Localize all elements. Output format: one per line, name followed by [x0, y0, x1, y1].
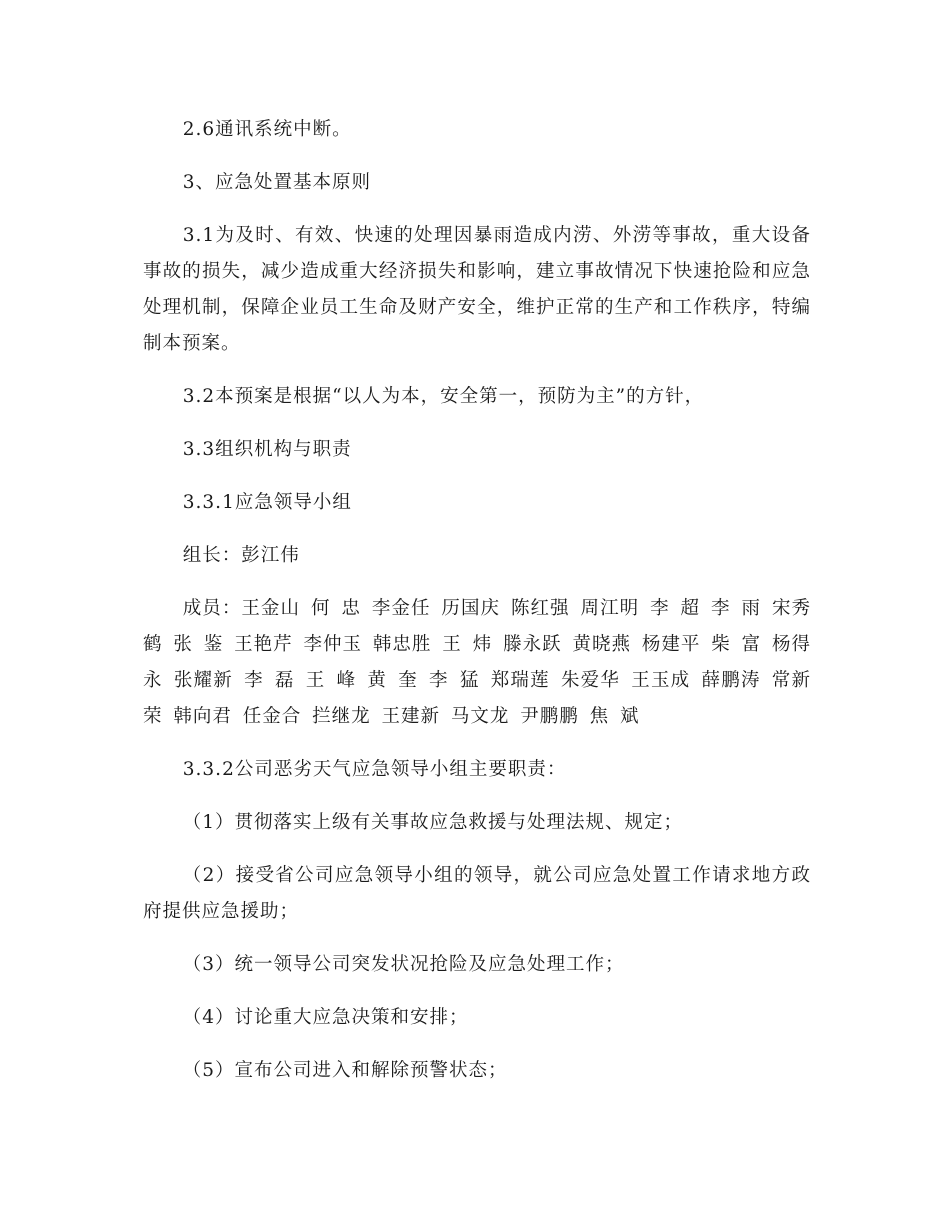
heading-3-3-organization: 3.3组织机构与职责: [182, 439, 352, 460]
paragraph-3-1: 3.1为及时、有效、快速的处理因暴雨造成内涝、外涝等事故，重大设备事故的损失，减少造成重大经济损失和影响，建立事故情况下快速抢险和应急处理机制，保障企业员工生命及财产安全，维护正常的生产和工作秩序，特编制本预案。: [143, 225, 811, 354]
document-body: [143, 112, 811, 1106]
paragraph-3-2: 3.2本预案是根据“以人为本，安全第一，预防为主”的方针，: [182, 386, 705, 407]
duty-item-3: （3）统一领导公司突发状况抢险及应急处理工作；: [182, 954, 625, 975]
duty-item-2: （2）接受省公司应急领导小组的领导，就公司应急处置工作请求地方政府提供应急援助；: [143, 865, 811, 922]
heading-3-3-1-leadership-group: 3.3.1应急领导小组: [182, 492, 352, 513]
group-leader-line: 组长：彭江伟: [182, 545, 300, 566]
duty-item-5: （5）宣布公司进入和解除预警状态；: [182, 1060, 508, 1081]
heading-3-3-2-duties: 3.3.2公司恶劣天气应急领导小组主要职责：: [182, 759, 567, 780]
paragraph-2-6: 2.6通讯系统中断。: [182, 119, 352, 140]
duty-item-1: （1）贯彻落实上级有关事故应急救援与处理法规、规定；: [182, 812, 684, 833]
group-members-list: 成员：王金山 何 忠 李金任 历国庆 陈红强 周江明 李 超 李 雨 宋秀鹤 张 鉴 王艳芹 李仲玉 韩忠胜 王 炜 滕永跃 黄晓燕 杨建平 柴 富 杨得永 张耀新 李 磊 王 峰 黄 奎 李 猛 郑瑞莲 朱爱华 王玉成 薛鹏涛 常新荣 韩向君 任金合 拦继龙 王建新 马文龙 尹鹏鹏 焦 斌: [143, 598, 811, 727]
duty-item-4: （4）讨论重大应急决策和安排；: [182, 1007, 469, 1028]
heading-3-principles: 3、应急处置基本原则: [182, 172, 372, 193]
